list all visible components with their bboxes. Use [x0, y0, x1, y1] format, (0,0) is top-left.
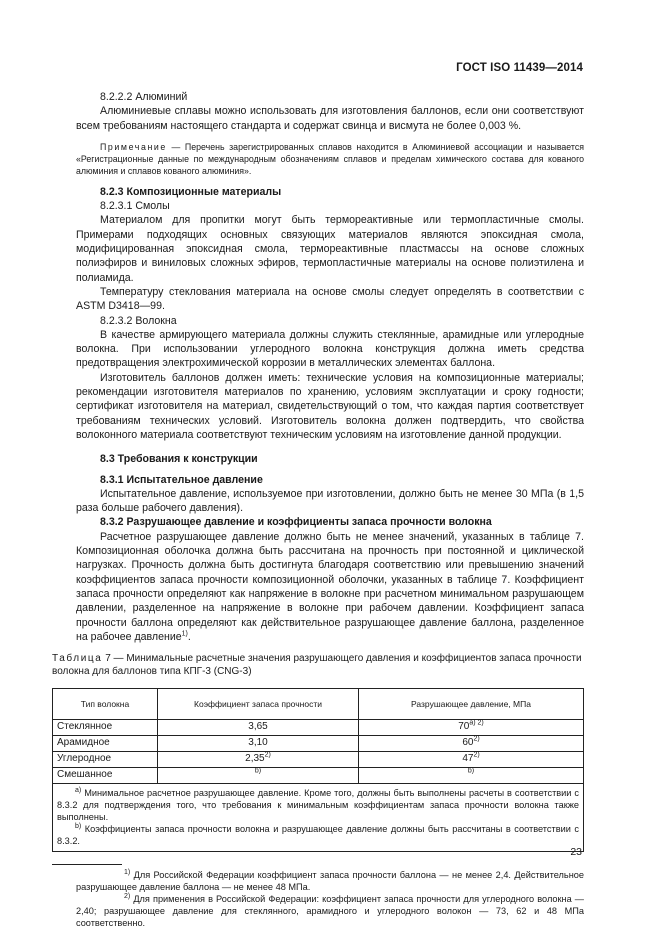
section-831-paragraph: Испытательное давление, используемое при изготовлении, должно быть не менее 30 МПа (в 1,5 раза больше рабочего давления). — [76, 487, 584, 515]
table-row — [53, 720, 584, 736]
table-header-fiber-type: Тип волокна — [53, 689, 158, 720]
table-note-b — [57, 823, 579, 847]
table-note-b-marker: b) — [75, 823, 82, 831]
table-header-burst-pressure: Разрушающее давление, МПа — [359, 689, 584, 720]
table-7 — [52, 688, 584, 784]
footnote-2-marker: 2) — [124, 893, 131, 901]
section-8232-paragraph: В качестве армирующего материала должны служить стеклянные, арамидные или углеродные волокна. При использовании углеродного волокна конструкция должна иметь средства предотвращения электрохимической коррозии в металлических элементах баллона. — [76, 328, 584, 370]
section-8231-paragraph: Материалом для пропитки могут быть термореактивные или термопластичные смолы. Примерами подходящих основных связующих материалов являются эпоксидная смола, модифицированная эпоксидная смола, термореактивные пластмассы на основе сложных полиэфиров и виниловых сложных эфиров, термопластичные материалы на основе полиэтилена и полиамида. — [76, 214, 584, 284]
page-number: 23 — [570, 846, 582, 858]
document-header: ГОСТ ISO 11439—2014 — [456, 62, 583, 74]
cell-fiber-type: Углеродное — [53, 752, 158, 768]
section-8232-paragraph-2: Изготовитель баллонов должен иметь: технические условия на композиционные материалы; рекомендации изготовителя материалов по хранению, условиям эксплуатации и сроку годности; сертификат изготовителя на материал, свидетельствующий о том, что каждая партия соответствует требованиям технических условий. Изготовитель волокна должен подтвердить, что свойства волоконного материала соответствуют техническим условиям на изготовление данной продукции. — [76, 371, 584, 441]
table-header-row — [53, 689, 584, 720]
cell-safety-factor — [158, 752, 359, 768]
table-note-a — [57, 787, 579, 823]
footnote-ref-1: 1) — [181, 630, 188, 638]
table-note-b-text: Коэффициенты запаса прочности волокна и разрушающее давление должны быть рассчитаны в соответствии с 8.3.2. — [57, 824, 579, 847]
cell-value: 47 — [462, 753, 474, 765]
table-notes — [52, 784, 584, 852]
cell-value: 3,65 — [248, 721, 268, 733]
table-row — [53, 768, 584, 784]
footnote-divider — [52, 864, 122, 865]
section-832-heading: 8.3.2 Разрушающее давление и коэффициенты запаса прочности волокна — [100, 516, 492, 529]
cell-sup: а) 2) — [469, 720, 484, 728]
note-label: Примечание — [100, 141, 167, 152]
cell-fiber-type: Смешанное — [53, 768, 158, 784]
footnote-2-text: Для применения в Российской Федерации: коэффициент запаса прочности для углеродного волокна — 2,40; разрушающее давление для стеклянного, арамидного и углеродного волокон — 73, 62 и 48 МПа соответственно. — [76, 894, 584, 929]
cell-value: 60 — [462, 737, 474, 749]
cell-sup: 2) — [473, 736, 480, 744]
cell-safety-factor — [158, 768, 359, 784]
cell-safety-factor — [158, 736, 359, 752]
cell-safety-factor — [158, 720, 359, 736]
table-note-a-text: Минимальное расчетное разрушающее давление. Кроме того, должны быть выполнены расчеты в соответствии с 8.3.2 для подтверждения того, что требования к минимальным коэффициентам запаса прочности волокна также выполнены. — [57, 788, 579, 823]
cell-burst-pressure — [359, 752, 584, 768]
section-83-heading: 8.3 Требования к конструкции — [100, 453, 258, 466]
page-content — [52, 90, 584, 929]
section-832-paragraph — [76, 530, 584, 644]
footnote-2 — [76, 893, 584, 929]
cell-fiber-type: Стеклянное — [53, 720, 158, 736]
table-row — [53, 752, 584, 768]
cell-sup: b) — [467, 768, 475, 776]
cell-sup: b) — [254, 768, 262, 776]
section-832-end: . — [187, 630, 191, 643]
table-caption — [52, 652, 584, 678]
table-caption-label: Таблица — [52, 653, 103, 665]
cell-value: 2,35 — [245, 753, 265, 765]
table-caption-text: 7 — Минимальные расчетные значения разрушающего давления и коэффициентов запаса прочности волокна для баллонов типа КПГ-3 (CNG-3) — [52, 653, 582, 678]
section-831-heading: 8.3.1 Испытательное давление — [100, 473, 263, 486]
footnote-1-marker: 1) — [124, 869, 131, 877]
section-8232-heading: 8.2.3.2 Волокна — [100, 314, 177, 327]
footnote-1-text: Для Российской Федерации коэффициент запаса прочности баллона — не менее 2,4. Действительное разрушающее давление баллона — не менее 48 МПа. — [76, 870, 584, 893]
cell-burst-pressure — [359, 736, 584, 752]
note-aluminium — [76, 141, 584, 177]
table-row — [53, 736, 584, 752]
cell-sup: 2) — [473, 752, 480, 760]
section-8222-paragraph: Алюминиевые сплавы можно использовать для изготовления баллонов, если они соответствуют всем требованиям настоящего стандарта и содержат свинца и висмута не более 0,003 %. — [76, 105, 584, 132]
cell-sup: 2) — [264, 752, 271, 760]
section-832-text: Расчетное разрушающее давление должно быть не менее значений, указанных в таблице 7. Композиционная оболочка должна быть рассчитана на прочность при постоянной и циклической нагрузках. Прочность должна быть достигнута благодаря соответствию или превышению значений коэффициентов запаса прочности композиционной оболочки, указанных в таблице 7. Коэффициент запаса прочности определяют как напряжение в волокне при расчетном минимальном разрушающем давлении, разделенное на напряжение в волокне при рабочем давлении. Коэффициент запаса прочности баллона определяют как действительное разрушающее давление баллона, разделенное на рабочее давление — [76, 530, 584, 643]
section-8222-heading: 8.2.2.2 Алюминий — [100, 91, 188, 103]
cell-value: 3,10 — [248, 737, 268, 749]
cell-burst-pressure — [359, 768, 584, 784]
footnote-1 — [76, 869, 584, 893]
section-823-heading: 8.2.3 Композиционные материалы — [100, 185, 282, 198]
table-note-a-marker: а) — [75, 787, 82, 795]
cell-fiber-type: Арамидное — [53, 736, 158, 752]
section-8231-paragraph-2: Температуру стеклования материала на основе смолы следует определять в соответствии с ASTM D3418—99. — [76, 285, 584, 313]
cell-burst-pressure — [359, 720, 584, 736]
table-header-safety-factor: Коэффициент запаса прочности — [158, 689, 359, 720]
note-text: — Перечень зарегистрированных сплавов находится в Алюминиевой ассоциации и называется «Регистрационные данные по международным обозначениям сплавов и пределам химического состава для кованого алюминия и сплавов кованого алюминия». — [76, 141, 584, 176]
cell-value: 70 — [458, 721, 470, 733]
section-8231-heading: 8.2.3.1 Смолы — [100, 200, 170, 213]
